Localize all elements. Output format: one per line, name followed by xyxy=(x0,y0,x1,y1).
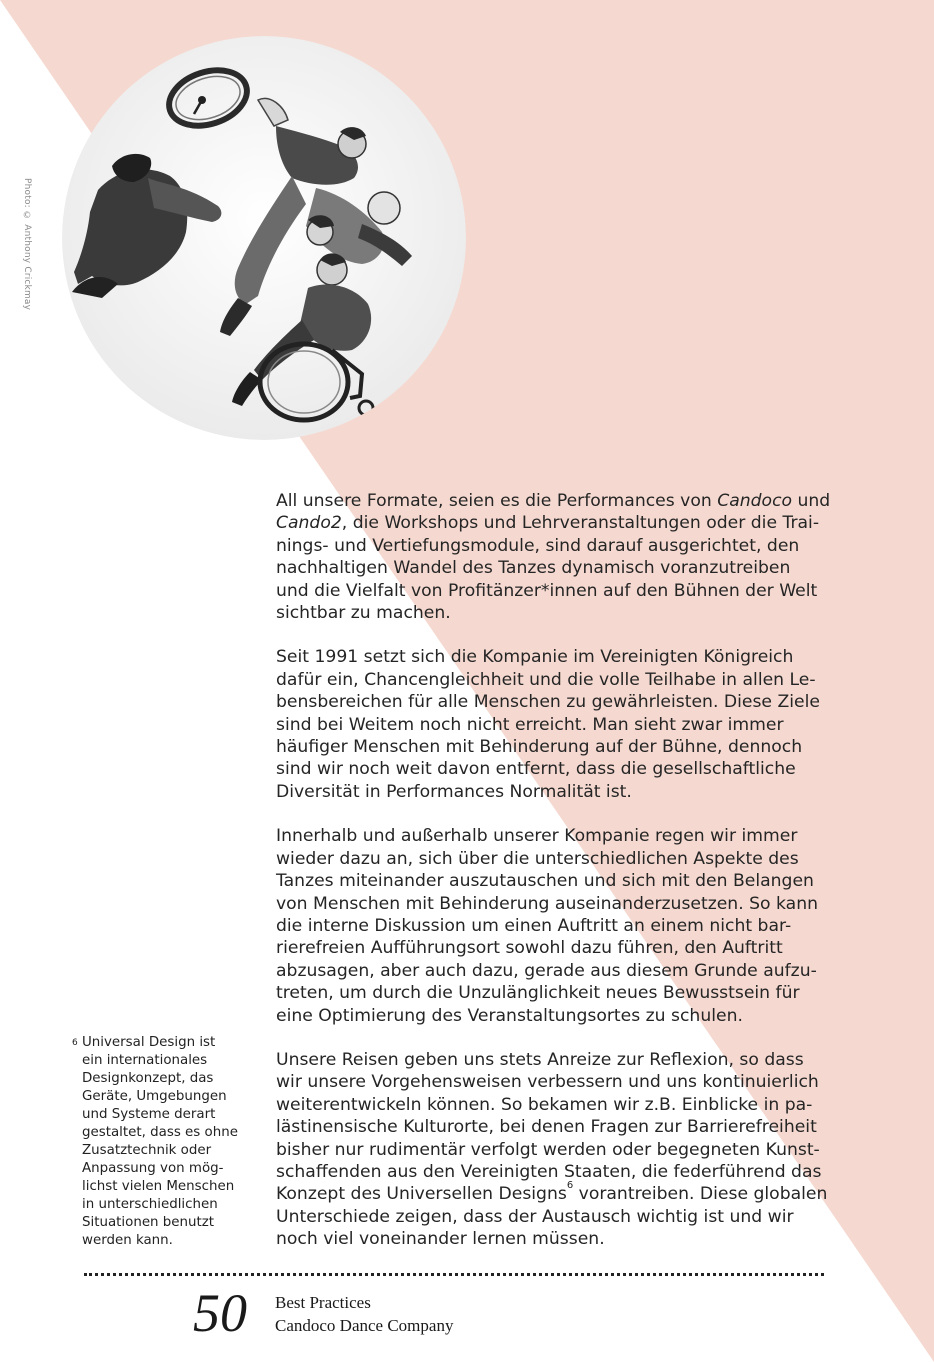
text-line: nachhaltigen Wandel des Tanzes dynamisch voranzutreiben xyxy=(276,558,791,579)
text-line: rierefreien Aufführungsort sowohl dazu führen, den Auftritt xyxy=(276,938,783,959)
footer-section: Best Practices xyxy=(275,1293,371,1312)
footnote-reference[interactable]: 6 xyxy=(566,1180,574,1192)
footer-company: Candoco Dance Company xyxy=(275,1316,454,1335)
text-line: und die Vielfalt von Profitänzer*innen auf den Bühnen der Welt xyxy=(276,580,818,601)
text-line: schaffenden aus den Vereinigten Staaten, die federführend das xyxy=(276,1161,822,1182)
text-line: von Menschen mit Behinderung auseinanderzusetzen. So kann xyxy=(276,893,818,914)
text-line: Unsere Reisen geben uns stets Anreize zur Reflexion, so dass xyxy=(276,1049,804,1070)
footnote xyxy=(72,1034,262,1250)
text-line: eine Optimierung des Veranstaltungsortes zu schulen. xyxy=(276,1005,743,1026)
text-line: lästinensische Kulturorte, bei denen Fragen zur Barrierefreiheit xyxy=(276,1117,817,1138)
text-line: noch viel voneinander lernen müssen. xyxy=(276,1229,605,1250)
footnote-line: Universal Design ist xyxy=(82,1035,216,1050)
text-line: die interne Diskussion um einen Auftritt an einem nicht bar- xyxy=(276,915,792,936)
text-line: Innerhalb und außerhalb unserer Kompanie regen wir immer xyxy=(276,826,798,847)
text-line: häufiger Menschen mit Behinderung auf der Bühne, dennoch xyxy=(276,737,803,758)
paragraph-1 xyxy=(276,490,836,624)
text-line: weiterentwickeln können. So bekamen wir z.B. Einblicke in pa- xyxy=(276,1094,813,1115)
text-line: Cando2, die Workshops und Lehrveranstaltungen oder die Trai- xyxy=(276,513,820,534)
text-line: Seit 1991 setzt sich die Kompanie im Vereinigten Königreich xyxy=(276,647,794,668)
text-line: treten, um durch die Unzulänglichkeit neues Bewusstsein für xyxy=(276,983,800,1004)
paragraph-3 xyxy=(276,825,836,1027)
text-line: All unsere Formate, seien es die Performances von Candoco und xyxy=(276,491,831,511)
footnote-number: 6 xyxy=(72,1038,78,1048)
text-line: Konzept des Universellen Designs$^6$ vorantreiben. Diese globalen xyxy=(276,1180,828,1205)
footnote-line: werden kann. xyxy=(82,1233,173,1248)
photo-credit: Photo: © Anthony Crickmay xyxy=(22,178,32,311)
dance-photo xyxy=(62,36,466,440)
footnote-line: Situationen benutzt xyxy=(82,1215,215,1230)
text-line: dafür ein, Chancengleichheit und die volle Teilhabe in allen Le- xyxy=(276,669,816,690)
footer-title xyxy=(275,1291,453,1337)
text-line: wieder dazu an, sich über die unterschiedlichen Aspekte des xyxy=(276,848,799,869)
text-line: bisher nur rudimentär verfolgt werden oder begegneten Kunst- xyxy=(276,1139,820,1160)
paragraph-2 xyxy=(276,646,836,803)
footnote-line: in unterschiedlichen xyxy=(82,1197,218,1212)
footer-divider xyxy=(84,1273,824,1276)
footnote-line: ein internationales xyxy=(82,1053,208,1068)
text-line: sind bei Weitem noch nicht erreicht. Man sieht zwar immer xyxy=(276,714,784,735)
footnote-line: Anpassung von mög- xyxy=(82,1161,224,1176)
text-line: Tanzes miteinander auszutauschen und sich mit den Belangen xyxy=(276,871,814,892)
text-line: bensbereichen für alle Menschen zu gewährleisten. Diese Ziele xyxy=(276,692,820,713)
page-number: 50 xyxy=(193,1283,247,1343)
footnote-line: gestaltet, dass es ohne xyxy=(82,1125,238,1140)
text-line: Unterschiede zeigen, dass der Austausch wichtig ist und wir xyxy=(276,1206,794,1227)
main-text xyxy=(276,490,836,1273)
footnote-line: Zusatztechnik oder xyxy=(82,1143,212,1158)
text-line: wir unsere Vorgehensweisen verbessern und uns kontinuierlich xyxy=(276,1072,819,1093)
text-line: abzusagen, aber auch dazu, gerade aus diesem Grunde aufzu- xyxy=(276,960,817,981)
footnote-line: Designkonzept, das xyxy=(82,1071,214,1086)
text-line: Diversität in Performances Normalität ist. xyxy=(276,781,632,802)
text-line: sichtbar zu machen. xyxy=(276,603,451,624)
text-line: nings- und Vertiefungsmodule, sind darauf ausgerichtet, den xyxy=(276,535,800,556)
footnote-line: Geräte, Umgebungen xyxy=(82,1089,227,1104)
footnote-line: und Systeme derart xyxy=(82,1107,216,1122)
footnote-line: lichst vielen Menschen xyxy=(82,1179,235,1194)
paragraph-4 xyxy=(276,1049,836,1251)
text-line: sind wir noch weit davon entfernt, dass die gesellschaftliche xyxy=(276,759,796,780)
